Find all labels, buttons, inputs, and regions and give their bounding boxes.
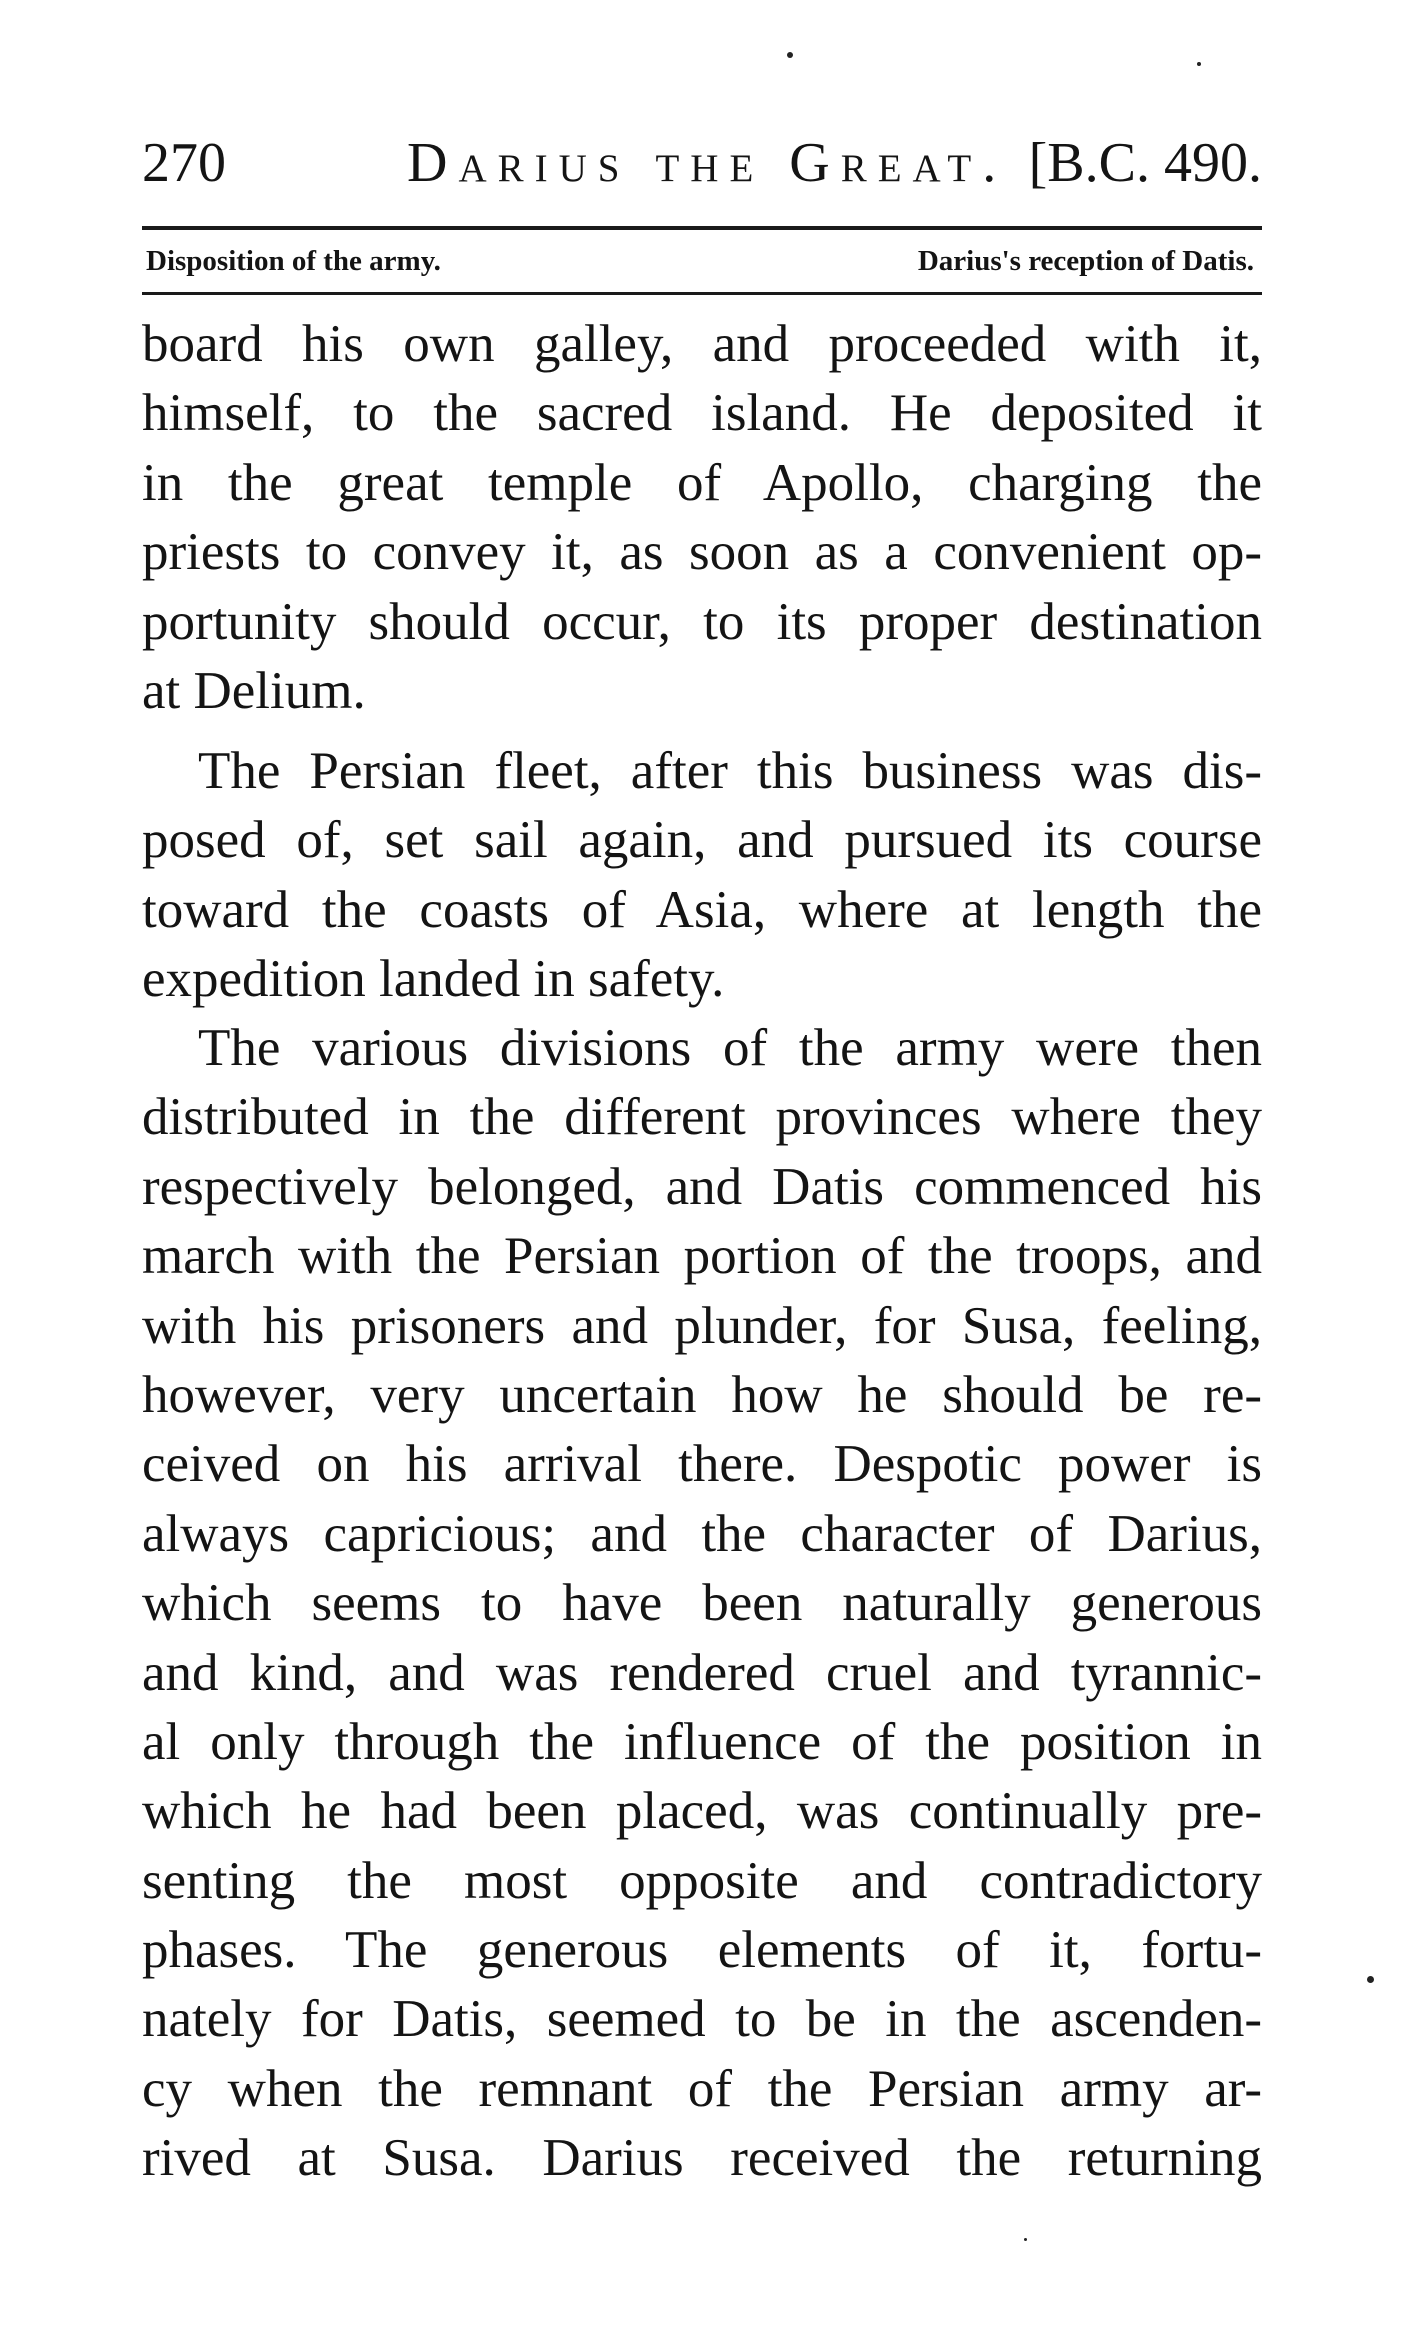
text-line: expedition landed in safety. bbox=[142, 950, 725, 1009]
text-line: portunity should occur, to its proper destination bbox=[142, 592, 1262, 651]
text-line: toward the coasts of Asia, where at length the bbox=[142, 880, 1262, 939]
print-speck bbox=[1024, 2238, 1027, 2241]
text-line: rived at Susa. Darius received the returning bbox=[142, 2129, 1262, 2188]
side-headings bbox=[142, 236, 1262, 286]
text-line: The Persian fleet, after this business was dis- bbox=[198, 742, 1262, 800]
text-line: march with the Persian portion of the troops, and bbox=[142, 1227, 1262, 1286]
text-line: always capricious; and the character of Darius, bbox=[142, 1504, 1262, 1563]
text-line: and kind, and was rendered cruel and tyrannic- bbox=[142, 1643, 1262, 1702]
text-line: The various divisions of the army were then bbox=[198, 1019, 1262, 1077]
text-line: in the great temple of Apollo, charging the bbox=[142, 453, 1262, 512]
date-reference: [B.C. 490. bbox=[1028, 132, 1262, 194]
paragraph-1 bbox=[142, 310, 1262, 726]
text-line: distributed in the different provinces where they bbox=[142, 1088, 1262, 1147]
text-line: cy when the remnant of the Persian army ar- bbox=[142, 2059, 1262, 2118]
paragraph-3 bbox=[142, 1014, 1262, 2194]
paragraph-2 bbox=[142, 737, 1262, 1015]
text-line: with his prisoners and plunder, for Susa, feeling, bbox=[142, 1296, 1262, 1355]
side-heading-left: Disposition of the army. bbox=[146, 245, 441, 277]
text-line: himself, to the sacred island. He deposited it bbox=[142, 384, 1262, 443]
text-line: which he had been placed, was continually pre- bbox=[142, 1782, 1262, 1841]
text-line: ceived on his arrival there. Despotic power is bbox=[142, 1435, 1262, 1494]
header-rule-bottom bbox=[142, 292, 1262, 295]
print-speck bbox=[1197, 62, 1201, 66]
text-line: respectively belonged, and Datis commenced his bbox=[142, 1157, 1262, 1216]
side-heading-right: Darius's reception of Datis. bbox=[917, 245, 1254, 277]
book-title: Darius the Great. bbox=[407, 132, 1008, 194]
text-line: al only through the influence of the position in bbox=[142, 1712, 1262, 1771]
print-speck bbox=[1367, 1976, 1374, 1983]
text-line: which seems to have been naturally generous bbox=[142, 1574, 1262, 1633]
text-line: however, very uncertain how he should be re- bbox=[142, 1365, 1262, 1424]
running-head bbox=[142, 128, 1262, 198]
text-line: posed of, set sail again, and pursued its course bbox=[142, 811, 1262, 870]
print-speck bbox=[787, 52, 793, 58]
text-line: at Delium. bbox=[142, 661, 366, 720]
text-line: nately for Datis, seemed to be in the ascenden- bbox=[142, 1990, 1262, 2049]
text-line: priests to convey it, as soon as a convenient op- bbox=[142, 523, 1262, 582]
text-line: board his own galley, and proceeded with it, bbox=[142, 315, 1262, 373]
text-line: phases. The generous elements of it, fortu- bbox=[142, 1921, 1262, 1980]
text-line: senting the most opposite and contradictory bbox=[142, 1851, 1262, 1910]
page-number: 270 bbox=[142, 132, 226, 194]
header-rule-top bbox=[142, 226, 1262, 230]
